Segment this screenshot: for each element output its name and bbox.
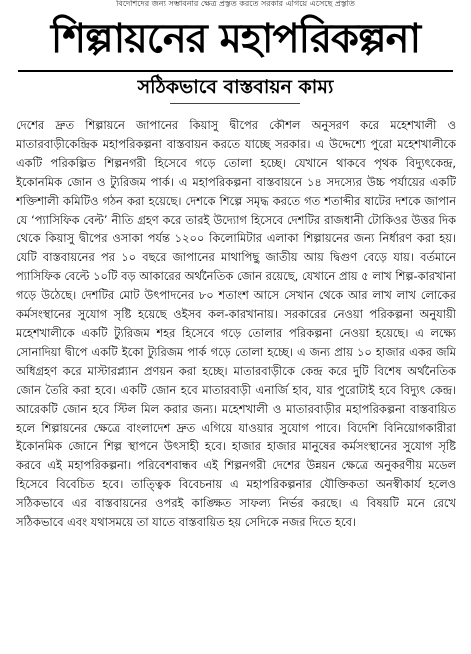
- editorial-subheadline: সঠিকভাবে বাস্তবায়ন কাম্য: [137, 76, 334, 98]
- editorial-headline: শিল্পায়নের মহাপরিকল্পনা: [50, 15, 421, 62]
- cropped-previous-text: বিদেশিদের জন্য সম্ভাবনার ক্ষেত্র প্রস্তুত করতে সরকার এগিয়ে এসেছে প্রস্তুতি: [116, 0, 355, 7]
- article-paragraph: দেশের দ্রুত শিল্পায়নে জাপানের কিয়াসু দ্বীপের কৌশল অনুসরণ করে মহেশখালী ও মাতারবাড়ীকেন্দ্রিক মহাপরিকল্পনা বাস্তবায়ন করতে যাচ্ছে সরকার। এ উদ্দেশ্যে পুরো মহেশখালীকে একটি পরিকল্পিত শিল্পনগরী হিসেবে গড়ে তোলা হচ্ছে। যেখানে থাকবে পৃথক বিদ্যুৎকেন্দ্র, ইকোনমিক জোন ও ট্যুরিজম পার্ক। এ মহাপরিকল্পনা বাস্তবায়নে ১৪ সদস্যের উচ্চ পর্যায়ের একটি শক্তিশালী কমিটিও গঠন করা হয়েছে। দেশকে শিল্পে সমৃদ্ধ করতে গত শতাব্দীর ষাটের দশকে জাপান যে ‘প্যাসিফিক বেল্ট’ নীতি গ্রহণ করে তারই উদ্যোগ হিসেবে দেশটির রাজধানী টোকিওর উত্তর দিক থেকে কিয়াসু দ্বীপের ওসাকা পর্যন্ত ১২০০ কিলোমিটার এলাকা শিল্পায়নের জন্য নির্ধারণ করা হয়। যেটি বাস্তবায়নের পর ১০ বছরে জাপানের মাথাপিছু জাতীয় আয় দ্বিগুণ বেড়ে যায়। বর্তমানে প্যাসিফিক বেল্টে ১০টি বড় আকারের অর্থনৈতিক জোন রয়েছে, যেখানে প্রায় ৫ লাখ শিল্প-কারখানা গড়ে উঠেছে। দেশটির মোট উৎপাদনের ৮০ শতাংশ আসে সেখান থেকে আর লাখ লাখ লোকের কর্মসংস্থানের সুযোগ সৃষ্টি হয়েছে ওইসব কল-কারখানায়। সরকারের নেওয়া পরিকল্পনা অনুযায়ী মহেশখালীকে একটি ট্যুরিজম শহর হিসেবে গড়ে তোলার পরিকল্পনা নেওয়া হয়েছে। এ লক্ষ্যে সোনাদিয়া দ্বীপে একটি ইকো ট্যুরিজম পার্ক গড়ে তোলা হচ্ছে। এ জন্য প্রায় ১০ হাজার একর জমি অধিগ্রহণ করে মাস্টারপ্ল্যান প্রণয়ন করা হচ্ছে। মাতারবাড়ীকে কেন্দ্র করে দুটি বিশেষ অর্থনৈতিক জোন তৈরি করা হবে। একটি জোন হবে মাতারবাড়ী এনার্জি হাব, যার পুরোটাই হবে বিদ্যুৎ কেন্দ্র। আরেকটি জোন হবে স্টিল মিল করার জন্য। মহেশখালী ও মাতারবাড়ীর মহাপরিকল্পনা বাস্তবায়িত হলে শিল্পায়নের ক্ষেত্রে বাংলাদেশ দ্রুত এগিয়ে যাওয়ার সুযোগ পাবে। বিদেশি বিনিয়োগকারীরা ইকোনমিক জোনে শিল্প স্থাপনে উৎসাহী হবে। হাজার হাজার মানুষের কর্মসংস্থানের সুযোগ সৃষ্টি করবে এই মহাপরিকল্পনা। পরিবেশবান্ধব এই শিল্পনগরী দেশের উন্নয়ন ক্ষেত্রে অনুকরণীয় মডেল হিসেবে বিবেচিত হবে। তাত্ত্বিক বিবেচনায় এ মহাপরিকল্পনার যৌক্তিকতা অনস্বীকার্য হলেও সঠিকভাবে এর বাস্তবায়নের ওপরই কাঙ্ক্ষিত সাফল্য নির্ভর করছে। এ বিষয়টি মনে রেখে সঠিকভাবে এবং যথাসময়ে তা যাতে বাস্তবায়িত হয় সেদিকে নজর দিতে হবে।: [16, 118, 456, 530]
- article-body: [16, 116, 456, 648]
- headline-divider: [18, 70, 453, 72]
- subheadline-underline: [170, 103, 300, 104]
